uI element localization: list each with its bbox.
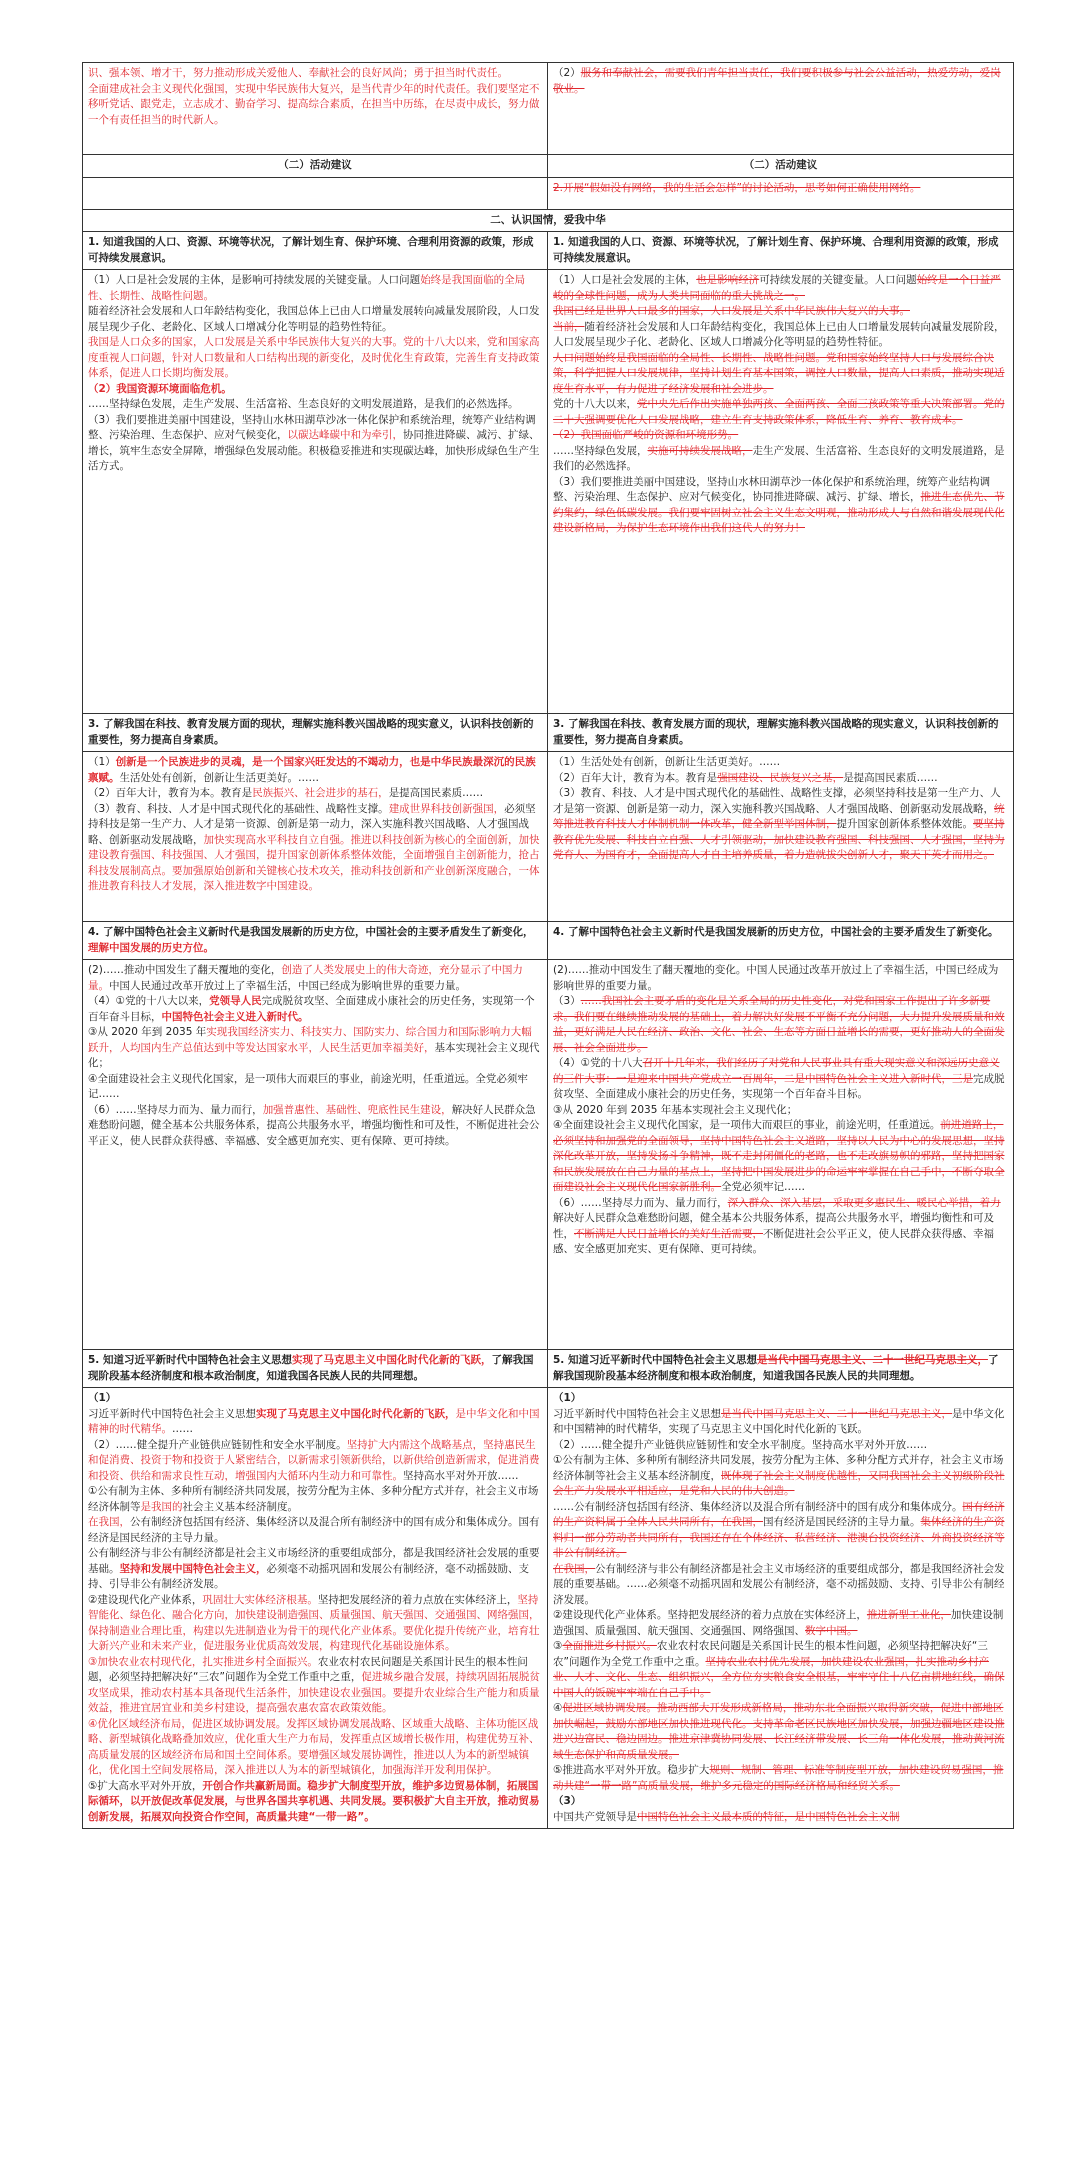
text: 中国共产党领导是	[553, 1810, 637, 1823]
text-red: 以碳达峰碳中和为牵引，	[287, 429, 403, 441]
item-body-right	[548, 270, 1014, 714]
text: 可持续发展的关键变量。人口问题	[759, 274, 917, 286]
text-strike: 要坚持教育优先发展、科技自立自强、人才引领驱动，加快建设教育强国、科技强国、人才强国，坚持为党育人、为国育才，全面提高人才自主培养质量，着力造就拔尖创新人才，聚天下英才而用之。	[553, 818, 1005, 861]
text-strike: 推进新型工业化，	[866, 1609, 951, 1621]
text: 解决好人民群众急难愁盼问题，健全基本公共服务体系，提高公共服务水平，增强均衡性和可及性，不断促进社会公平正义，使人民群众获得感、幸福感、安全感更加充实、更有保障、更可持续。	[88, 1103, 540, 1147]
text: 协同推进降碳、减污、扩绿、增长，筑牢生态安全屏障，增强绿色发展动能。积极稳妥推进和实现碳达峰，加快形成绿色生产生活方式。	[88, 429, 540, 472]
text-strike: 是当代中国马克思主义、二十一世纪马克思主义，	[721, 1407, 952, 1420]
text-red: 促进城乡融合发展，持续巩固拓展脱贫攻坚成果，推动农村基本具备现代生活条件，加快建设农业强国。要提升农业综合生产能力和质量效益，推进宜居宜业和美乡村建设，提高强农惠农富农政策效能。	[88, 1671, 540, 1714]
item-body-right	[548, 752, 1014, 922]
text: 高水平对外开放，	[118, 1779, 203, 1792]
text: （1）生活处处有创新，创新让生活更美好。……	[553, 756, 781, 768]
text-strike: 实施可持续发展战略，	[647, 444, 753, 457]
text-strike: 在我国，	[553, 1562, 595, 1575]
text: （1）人口是社会发展的主体，	[553, 274, 697, 286]
text: （2）百年大计，教育为本。教育是	[553, 771, 718, 784]
text: 农业农村农民问题是关系国计民生的根本性问题，必须坚持把解决好“三农”问题作为全党工作重中之重，	[88, 1655, 528, 1683]
text: 中国人民通过改革开放过上了幸福生活，中国已经成为影响世界的重要力量。	[109, 979, 466, 992]
text: 5. 知道习近平新时代中国特色社会主义思想	[88, 1354, 292, 1366]
text-strike: 党中央先后作出实施单独两孩、全面两孩、全面三孩政策等重大决策部署。党的二十大强调要优化人口发展战略，建立生育支持政策体系，降低生育、养育、教育成本。	[553, 398, 1005, 426]
text: 农业农村农民问题是关系国计民生的根本性问题，必须坚持把解决好“三农”问题作为全党工作重中之重。	[553, 1640, 988, 1668]
text: ⑤扩大	[88, 1779, 119, 1792]
text: 加快建设制造强国、质量强国、航天强国、交通强国、网络强国、	[553, 1609, 1004, 1637]
text: 社会主义基本经济制度。	[182, 1500, 298, 1513]
item-title-right: 3. 了解我国在科技、教育发展方面的现状，理解实施科教兴国战略的现实意义，认识科技创新的重要性，努力提高自身素质。	[548, 714, 1014, 752]
text-strike: 中国特色社会主义最本质的特征，是中国特色社会主义制	[637, 1810, 900, 1823]
text: 是中华文化和中国精神的时代精华，实现了马克思主义中国化时代化新的飞跃。	[553, 1407, 1005, 1435]
text: （1）	[88, 756, 116, 768]
text-red-bold: 中国特色社会主义进入新时代。	[161, 1010, 309, 1023]
text: ……坚持绿色发展，	[553, 444, 648, 457]
document-page	[82, 62, 1013, 1829]
text: （3）我们要推进美丽中国建设，坚持山水林田湖草沙一体化保护和系统治理，统筹产业结构调整、污染治理、生态保护、应对气候变化，协同推进降碳、减污、扩绿、增长，	[553, 475, 991, 503]
text-strike: 坚持农业农村优先发展，加快建设农业强国，扎实推动乡村产业、人才、文化、生态、组织振兴，全方位夯实粮食安全根基，牢牢守住十八亿亩耕地红线，确保中国人的饭碗牢牢端在自己手中。	[553, 1655, 1005, 1699]
text: （2）……健全提升产业链供应链韧性和安全水平制度。坚持高水平对外开放……	[553, 1438, 928, 1451]
text-red: 民族振兴、社会进步的基石，	[252, 787, 389, 799]
text-red-bold: 党领导人民	[209, 995, 262, 1007]
table-row	[83, 922, 1014, 960]
table-row	[83, 714, 1014, 752]
text: （2）……健全提升产业链供应链韧性和安全水平制度。	[88, 1438, 347, 1451]
text-red: ③加快农业农村现代化，扎实推进乡村全面振兴。	[88, 1655, 318, 1668]
item-body-right	[548, 1388, 1014, 1829]
text-strike: 推进生态优先、节约集约，绿色低碳发展。	[553, 491, 1005, 519]
text: （6）……坚持尽力而为、量力而行，	[88, 1103, 263, 1116]
text-red: 创造了人类发展史上的伟大奇迹，充分显示了中国力量。	[88, 964, 523, 992]
text-strike: 经济	[738, 274, 760, 286]
text: （3）	[553, 1795, 582, 1807]
text-red-bold: 稳步扩大制度型开放，维护多边贸易体制，拓展国际循环，以开放促改革促发展，与世界各国共享机遇、共同发展。	[88, 1779, 539, 1807]
text: 全党必须牢记……	[721, 1181, 805, 1193]
text: ⑤推进高水平对外开放。稳步扩大	[553, 1764, 710, 1776]
text: 国有经济是国民经济的主导力量。	[763, 1516, 921, 1528]
text-red: 实现我国经济实力、科技实力、国防实力、综合国力和国际影响力大幅跃升，人均国内生产总值达到中等发达国家水平，人民生活更加幸福美好，	[88, 1026, 532, 1054]
text: 公有制经济与非公有制经济都是社会主义市场经济的重要组成部分，都是我国经济社会发展的重要基础。……必须毫不动摇巩固和发展公有制经济，毫不动摇鼓励、支持、引导非公有制经济发展。	[553, 1562, 1005, 1606]
text-strike: 我们要牢固树立社会主义生态文明观，推动形成人与自然和谐发展现代化建设新格局，为保护生态环境作出我们这代人的努力！	[553, 506, 1005, 534]
text-red-bold: （2）我国资源环境面临危机。	[88, 382, 232, 395]
text: ④全面建设社会主义现代化国家，是一项伟大而艰巨的事业，前途光明，任重道远。	[553, 1119, 941, 1131]
item-body-left	[83, 1388, 548, 1829]
text: (2)……推动中国发生了翻天覆地的变化，	[88, 964, 282, 976]
table-row	[83, 270, 1014, 714]
text: 必须毫不动摇巩固和发展公有制经济，毫不动摇鼓励、支持、引导非公有制经济发展。	[88, 1562, 529, 1590]
text-strike: 召开十几年来，我们经历了对党和人民事业具有重大现实意义和深远历史意义的三件大事：一是迎来中国共产党成立一百周年，二是中国特色社会主义进入新时代，三是	[553, 1057, 1000, 1085]
text-strike: 当前，	[553, 320, 585, 333]
right-cell-top	[548, 63, 1014, 155]
text: 不断促进社会公平正义，使人民群众获得感、幸福感、安全感更加充实、更有保障、更可持续。	[553, 1227, 994, 1255]
text: 随着经济社会发展和人口年龄结构变化，我国总体上已由人口增量发展转向减量发展阶段，人口发展呈现少子化、老龄化、区域人口增减分化等明显的趋势性特征。	[88, 305, 540, 333]
text: ④	[553, 1702, 563, 1714]
text-red-bold: 坚持和发展中国特色社会主义，	[119, 1562, 267, 1575]
text: （3）我们要推进美丽中国建设，坚持山水林田湖草沙冰一体化保护和系统治理，统筹产业结构调整、污染治理、生态保护、应对气候变化，	[88, 413, 536, 441]
item-body-left	[83, 270, 548, 714]
text: 解决好人民群众急难愁盼问题，健全基本公共服务体系，提高公共服务水平，增强均衡性和可及性，	[553, 1212, 994, 1240]
text-red: 全面建成社会主义现代化强国，实现中华民族伟大复兴，是当代青少年的时代责任。我们要坚定不移听党话、跟党走，立志成才、勤奋学习、提高综合素质，在担当中历练，在尽责中成长，努力做一个有责任担当的时代新人。	[88, 82, 540, 126]
text-red-bold: 创新是一个民族进步的灵魂，是一个国家兴旺发达的不竭动力，也是中华民族最深沉的民族禀赋。	[88, 756, 536, 784]
text: 随着经济社会发展和人口年龄结构变化，我国总体上已由人口增量发展转向减量发展阶段，人口发展呈现少子化、老龄化、区域人口增减分化等明显的趋势性特征。	[553, 320, 1005, 348]
text: 习近平新时代中国特色社会主义思想	[553, 1407, 721, 1420]
item-title-right: 4. 了解中国特色社会主义新时代是我国发展新的历史方位，中国社会的主要矛盾发生了新变化。	[548, 922, 1014, 960]
text-strike: 强国建设、民族复兴之基，	[717, 771, 844, 784]
text-strike: ……我国社会主要矛盾的变化是关系全局的历史性变化，对党和国家工作提出了许多新要求。我们要在继续推动发展的基础上，着力解决好发展不平衡不充分问题，大力提升发展质量和效益，更好满足人民在经济、政治、文化、社会、生态等方面日益增长的需要，更好推动人的全面发展、社会全面进步。	[553, 995, 1005, 1054]
text: 公有制经济与非公有制经济都是社会主义市场经济的重要组成部分，都是我国经济社会发展的重要基础。	[88, 1547, 540, 1575]
text: 坚持把发展经济的着力点放在实体经济上，	[317, 1593, 518, 1606]
item-title-left	[83, 922, 548, 960]
text-strike: 深入群众、深入基层，采取更多惠民生、暖民心举措，着力	[727, 1196, 1001, 1209]
table-row	[83, 63, 1014, 155]
comparison-table	[82, 62, 1014, 1829]
text-strike: 不断满足人民日益增长的美好生活需要，	[574, 1227, 763, 1240]
table-row	[83, 232, 1014, 270]
table-row	[83, 209, 1014, 232]
text: （1）	[553, 1392, 582, 1404]
activity-right-cell	[548, 177, 1014, 209]
item-body-right	[548, 960, 1014, 1350]
text: 习近平新时代中国特色社会主义思想	[88, 1407, 256, 1420]
text: 生活处处有创新，创新让生活更美好。……	[119, 771, 319, 784]
text: 是提高国民素质……	[843, 771, 938, 784]
text: （3）教育、科技、人才是中国式现代化的基础性、战略性支撑。	[88, 802, 389, 815]
text-strike: 前进道路上，必须坚持和加强党的全面领导，坚持中国特色社会主义道路，坚持以人民为中心的发展思想，坚持深化改革开放，坚持发扬斗争精神，既不走封闭僵化的老路，也不走改旗易帜的邪路，坚持把国家和民族发展放在自己力量的基点上，坚持把中国发展进步的命运牢牢掌握在自己手中，不断夺取全面建设社会主义现代化国家新胜利。	[553, 1119, 1005, 1193]
text-strike: 全面推进乡村振兴。	[562, 1640, 657, 1652]
text-strike: 既体现了社会主义制度优越性，又同我国社会主义初级阶段社会生产力发展水平相适应，是党和人民的伟大创造。	[553, 1469, 1005, 1497]
text: (2)……推动中国发生了翻天覆地的变化。中国人民通过改革开放过上了幸福生活，中国已经成为影响世界的重要力量。	[553, 964, 999, 992]
text: 5. 知道习近平新时代中国特色社会主义思想	[553, 1354, 757, 1366]
left-cell-top	[83, 63, 548, 155]
text-strike: （2）我国面临严峻的资源和环境形势。	[553, 429, 739, 441]
text: ②建设现代化产业体系。坚持把发展经济的着力点放在实体经济上，	[553, 1609, 867, 1621]
text-strike: 集体经济的生产资料归一部分劳动者共同所有，我国还存在个体经济、私营经济、港澳台投资经济、外商投资经济等非公有制经济。	[553, 1516, 1005, 1559]
text: ③从 2020 年到 2035 年基本实现社会主义现代化；	[553, 1103, 798, 1116]
text-red: ④优化区域经济布局，促进区域协调发展。	[88, 1717, 287, 1730]
table-row	[83, 960, 1014, 1350]
text: （3）	[553, 995, 581, 1007]
text-red: 我国是人口众多的国家，人口发展是关系中华民族伟大复兴的大事。党的十八大以来，党和国家高度重视人口问题，针对人口数量和人口结构出现的新变化，及时优化生育政策，完善生育支持政策体系，促进人口长期均衡发展。	[88, 336, 540, 379]
text: ①公有制为主体、多种所有制经济共同发展，按劳分配为主体、多种分配方式并存，社会主义市场经济体制等	[88, 1485, 539, 1513]
table-row	[83, 1388, 1014, 1829]
text: （6）……坚持尽力而为、量力而行，	[553, 1196, 728, 1209]
text: ②建设现代化产业体系，	[88, 1593, 203, 1606]
text-red: 识、强本领、增才干，努力推动形成关爱他人、奉献社会的良好风尚；勇于担当时代责任。	[88, 67, 508, 79]
text-red: 坚持智能化、绿色化、融合化方向，加快建设制造强国、质量强国、航天强国、交通强国、网络强国，保持制造业合理比重，构建以先进制造业为骨干的现代化产业体系。要优化提升传统产业，培育壮大新兴产业和未来产业，促进服务业优质高效发展，构建现代化基础设施体系。	[88, 1593, 540, 1652]
text: ……	[172, 1423, 193, 1435]
activity-header-left: （二）活动建议	[83, 155, 548, 178]
text-red: 实现了马克思主义中国化时代化新的飞跃，	[291, 1354, 492, 1366]
text: ④全面建设社会主义现代化国家，是一项伟大而艰巨的事业，前途光明，任重道远。全党必须牢记……	[88, 1072, 528, 1100]
text-strike: 我国已经是世界人口最多的国家，人口发展是关系中华民族伟大复兴的大事。	[553, 305, 910, 317]
text-strike: 促进区域协调发展。推动西部大开发形成新格局，推动东北全面振兴取得新突破，促进中部地区加快崛起，鼓励东部地区加快推进现代化。支持革命老区民族地区加快发展，加强边疆地区建设推进兴边富民、稳边固边。推进京津冀协同发展、长江经济带发展、长三角一体化发展，推动黄河流域生态保护和高质量发展。	[553, 1702, 1005, 1761]
text-red: 始终是我国面临的全局性、长期性、战略性问题。	[88, 274, 526, 302]
activity-left-cell	[83, 177, 548, 209]
text: 基本实现社会主义现代化；	[88, 1041, 540, 1069]
text-red: 是中华文化和中国精神的时代精华。	[88, 1407, 540, 1435]
text-red: 建成世界科技创新强国，	[388, 802, 505, 815]
text: （4）①党的十八大	[553, 1057, 643, 1069]
text: （2）	[553, 67, 581, 79]
text-strike: 是当代中国马克思主义、二十一世纪马克思主义，	[756, 1354, 988, 1366]
text-strike: 统筹推进教育科技人才体制机制一体改革，健全新型举国体制，	[553, 802, 1005, 830]
text: ……	[553, 1500, 574, 1513]
activity-header-right: （二）活动建议	[548, 155, 1014, 178]
text: ……坚持绿色发展，走生产发展、生活富裕、生态良好的文明发展道路，是我们的必然选择。	[88, 398, 519, 410]
text: 走生产发展、生活富裕、生态良好的文明发展道路，是我们的必然选择。	[553, 444, 1005, 472]
text-red: 加快实现高水平科技自立自强。推进以科技创新为核心的全面创新，加快建设教育强国、科技强国、人才强国，提升国家创新体系整体效能，全面增强自主创新能力，抢占科技发展制高点。	[88, 833, 540, 877]
text-red-bold: 实现了马克思主义中国化时代化新的飞跃，	[256, 1407, 456, 1420]
text-red: 是我国的	[140, 1500, 183, 1513]
text: （2）百年大计，教育为本。教育是	[88, 787, 253, 799]
text-strike: 规则、规制、管理、标准等制度型开放，加快建设贸易强国，推动共建“一带一路”高质量发展，维护多元稳定的国际经济格局和经贸关系。	[553, 1764, 1004, 1792]
table-row	[83, 155, 1014, 178]
item-title-left: 3. 了解我国在科技、教育发展方面的现状，理解实施科教兴国战略的现实意义，认识科技创新的重要性，努力提高自身素质。	[83, 714, 548, 752]
text-red: 在我国，	[88, 1516, 130, 1528]
text-strike: 始终是一个日益严峻的全球性问题，成为人类共同面临的重大挑战之一。	[553, 274, 1001, 302]
section-title: 二、认识国情，爱我中华	[83, 209, 1014, 232]
text: 了解我国现阶段基本经济制度和根本政治制度，知道我国各民族人民的共同理想。	[88, 1354, 534, 1382]
text-red-bold: 要积极扩大自主开放，推动贸易创新发展，拓展双向投资合作空间，高质量共建“一带一路”。	[88, 1795, 540, 1823]
text-red: 发挥区域协调发展战略、区域重大战略、主体功能区战略、新型城镇化战略叠加效应，优化重大生产力布局，发挥重点区域增长极作用，构建优势互补、高质量发展的区域经济布局和国土空间体系。要增强区域发展协调性，推进以人为本的新型城镇化，优化国土空间发展格局，深入推进以人为本的新型城镇化，加强海洋开发利用保护。	[88, 1717, 540, 1776]
text: 4. 了解中国特色社会主义新时代是我国发展新的历史方位，中国社会的主要矛盾发生了新变化，	[88, 926, 534, 938]
text: （1）	[88, 1392, 117, 1404]
text: ③从 2020 年到 2035 年	[88, 1026, 207, 1038]
text-red: 理解中国发展的历史方位。	[88, 941, 214, 954]
text-strike: 人口问题始终是我国面临的全局性、长期性、战略性问题。党和国家始终坚持人口与发展综合决策，科学把握人口发展规律，坚持计划生育基本国策，调控人口数量，提高人口素质，推动实现适度生育水平，有力促进了经济发展和社会进步。	[553, 351, 1005, 395]
text: ①公有制为主体、多种所有制经济共同发展，按劳分配为主体、多种分配方式并存，社会主义市场经济体制等社会主义基本经济制度，	[553, 1454, 1004, 1482]
text: ③	[553, 1640, 563, 1652]
text-red: 巩固壮大实体经济根基。	[202, 1593, 318, 1606]
text: 完成脱贫攻坚、全面建成小康社会的历史任务，实现第一个百年奋斗目标。	[553, 1072, 1005, 1100]
text-strike: 2.开展“假如没有网络，我的生活会怎样”的讨论活动，思考如何正确使用网络。	[553, 181, 921, 194]
table-row	[83, 1350, 1014, 1388]
text: 公有制经济包括国有经济、集体经济以及混合所有制经济中的国有成分和集体成分。国有经济是国民经济的主导力量。	[88, 1516, 540, 1544]
text: 是提高国民素质……	[388, 787, 484, 799]
text: （4）①党的十八大以来，	[88, 995, 210, 1007]
item-body-left	[83, 960, 548, 1350]
item-title-left	[83, 1350, 548, 1388]
text-red: 加强普惠性、基础性、兜底性民生建设，	[262, 1103, 452, 1116]
text: （3）教育、科技、人才是中国式现代化的基础性、战略性支撑，必须坚持科技是第一生产力、人才是第一资源、创新是第一动力，深入实施科教兴国战略、人才强国战略、创新驱动发展战略，	[553, 787, 1001, 815]
text-red: 坚持扩大内需这个战略基点，坚持惠民生和促消费、投资于物和投资于人紧密结合，以新需求引领新供给，以新供给创造新需求，促进消费和投资、供给和需求良性互动，增强国内大循环内生动力和可靠性。	[88, 1438, 540, 1482]
item-body-left	[83, 752, 548, 922]
text-strike: 也是影响	[696, 274, 739, 286]
text-strike: 服务和奉献社会，需要我们青年担当责任，我们要积极参与社会公益活动，热爱劳动，爱岗敬业。	[553, 67, 1001, 95]
text: 党的十八大以来，	[553, 398, 637, 410]
text: 必须坚持科技是第一生产力、人才是第一资源、创新是第一动力，深入实施科教兴国战略、人才强国战略、创新驱动发展战略，	[88, 802, 536, 846]
text: （1）人口是社会发展的主体，是影响可持续发展的关键变量。人口问题	[88, 274, 421, 286]
text: 完成脱贫攻坚、全面建成小康社会的历史任务，实现第一个百年奋斗目标，	[88, 995, 535, 1023]
text: 公有制经济包括国有经济、集体经济以及混合所有制经济中的国有成分和集体成分。	[574, 1500, 963, 1513]
text-red-bold: 开创合作共赢新局面。	[202, 1779, 308, 1792]
text-red: 要加强原始创新和关键核心技术攻关，推动科技创新和产业创新深度融合，一体推进教育科技人才发展，深入推进数字中国建设。	[88, 864, 540, 892]
text: 坚持高水平对外开放……	[403, 1469, 519, 1482]
item-title-left: 1. 知道我国的人口、资源、环境等状况，了解计划生育、保护环境、合理利用资源的政策，形成可持续发展意识。	[83, 232, 548, 270]
item-title-right: 1. 知道我国的人口、资源、环境等状况，了解计划生育、保护环境、合理利用资源的政策，形成可持续发展意识。	[548, 232, 1014, 270]
item-title-right	[548, 1350, 1014, 1388]
text: 提升国家创新体系整体效能。	[836, 818, 973, 830]
text-strike: 数字中国。	[805, 1624, 858, 1637]
table-row	[83, 177, 1014, 209]
text: 了解我国现阶段基本经济制度和根本政治制度，知道我国各民族人民的共同理想。	[553, 1354, 999, 1382]
table-row	[83, 752, 1014, 922]
text-strike: 国有经济的生产资料属于全体人民共同所有，在我国，	[553, 1500, 1005, 1528]
